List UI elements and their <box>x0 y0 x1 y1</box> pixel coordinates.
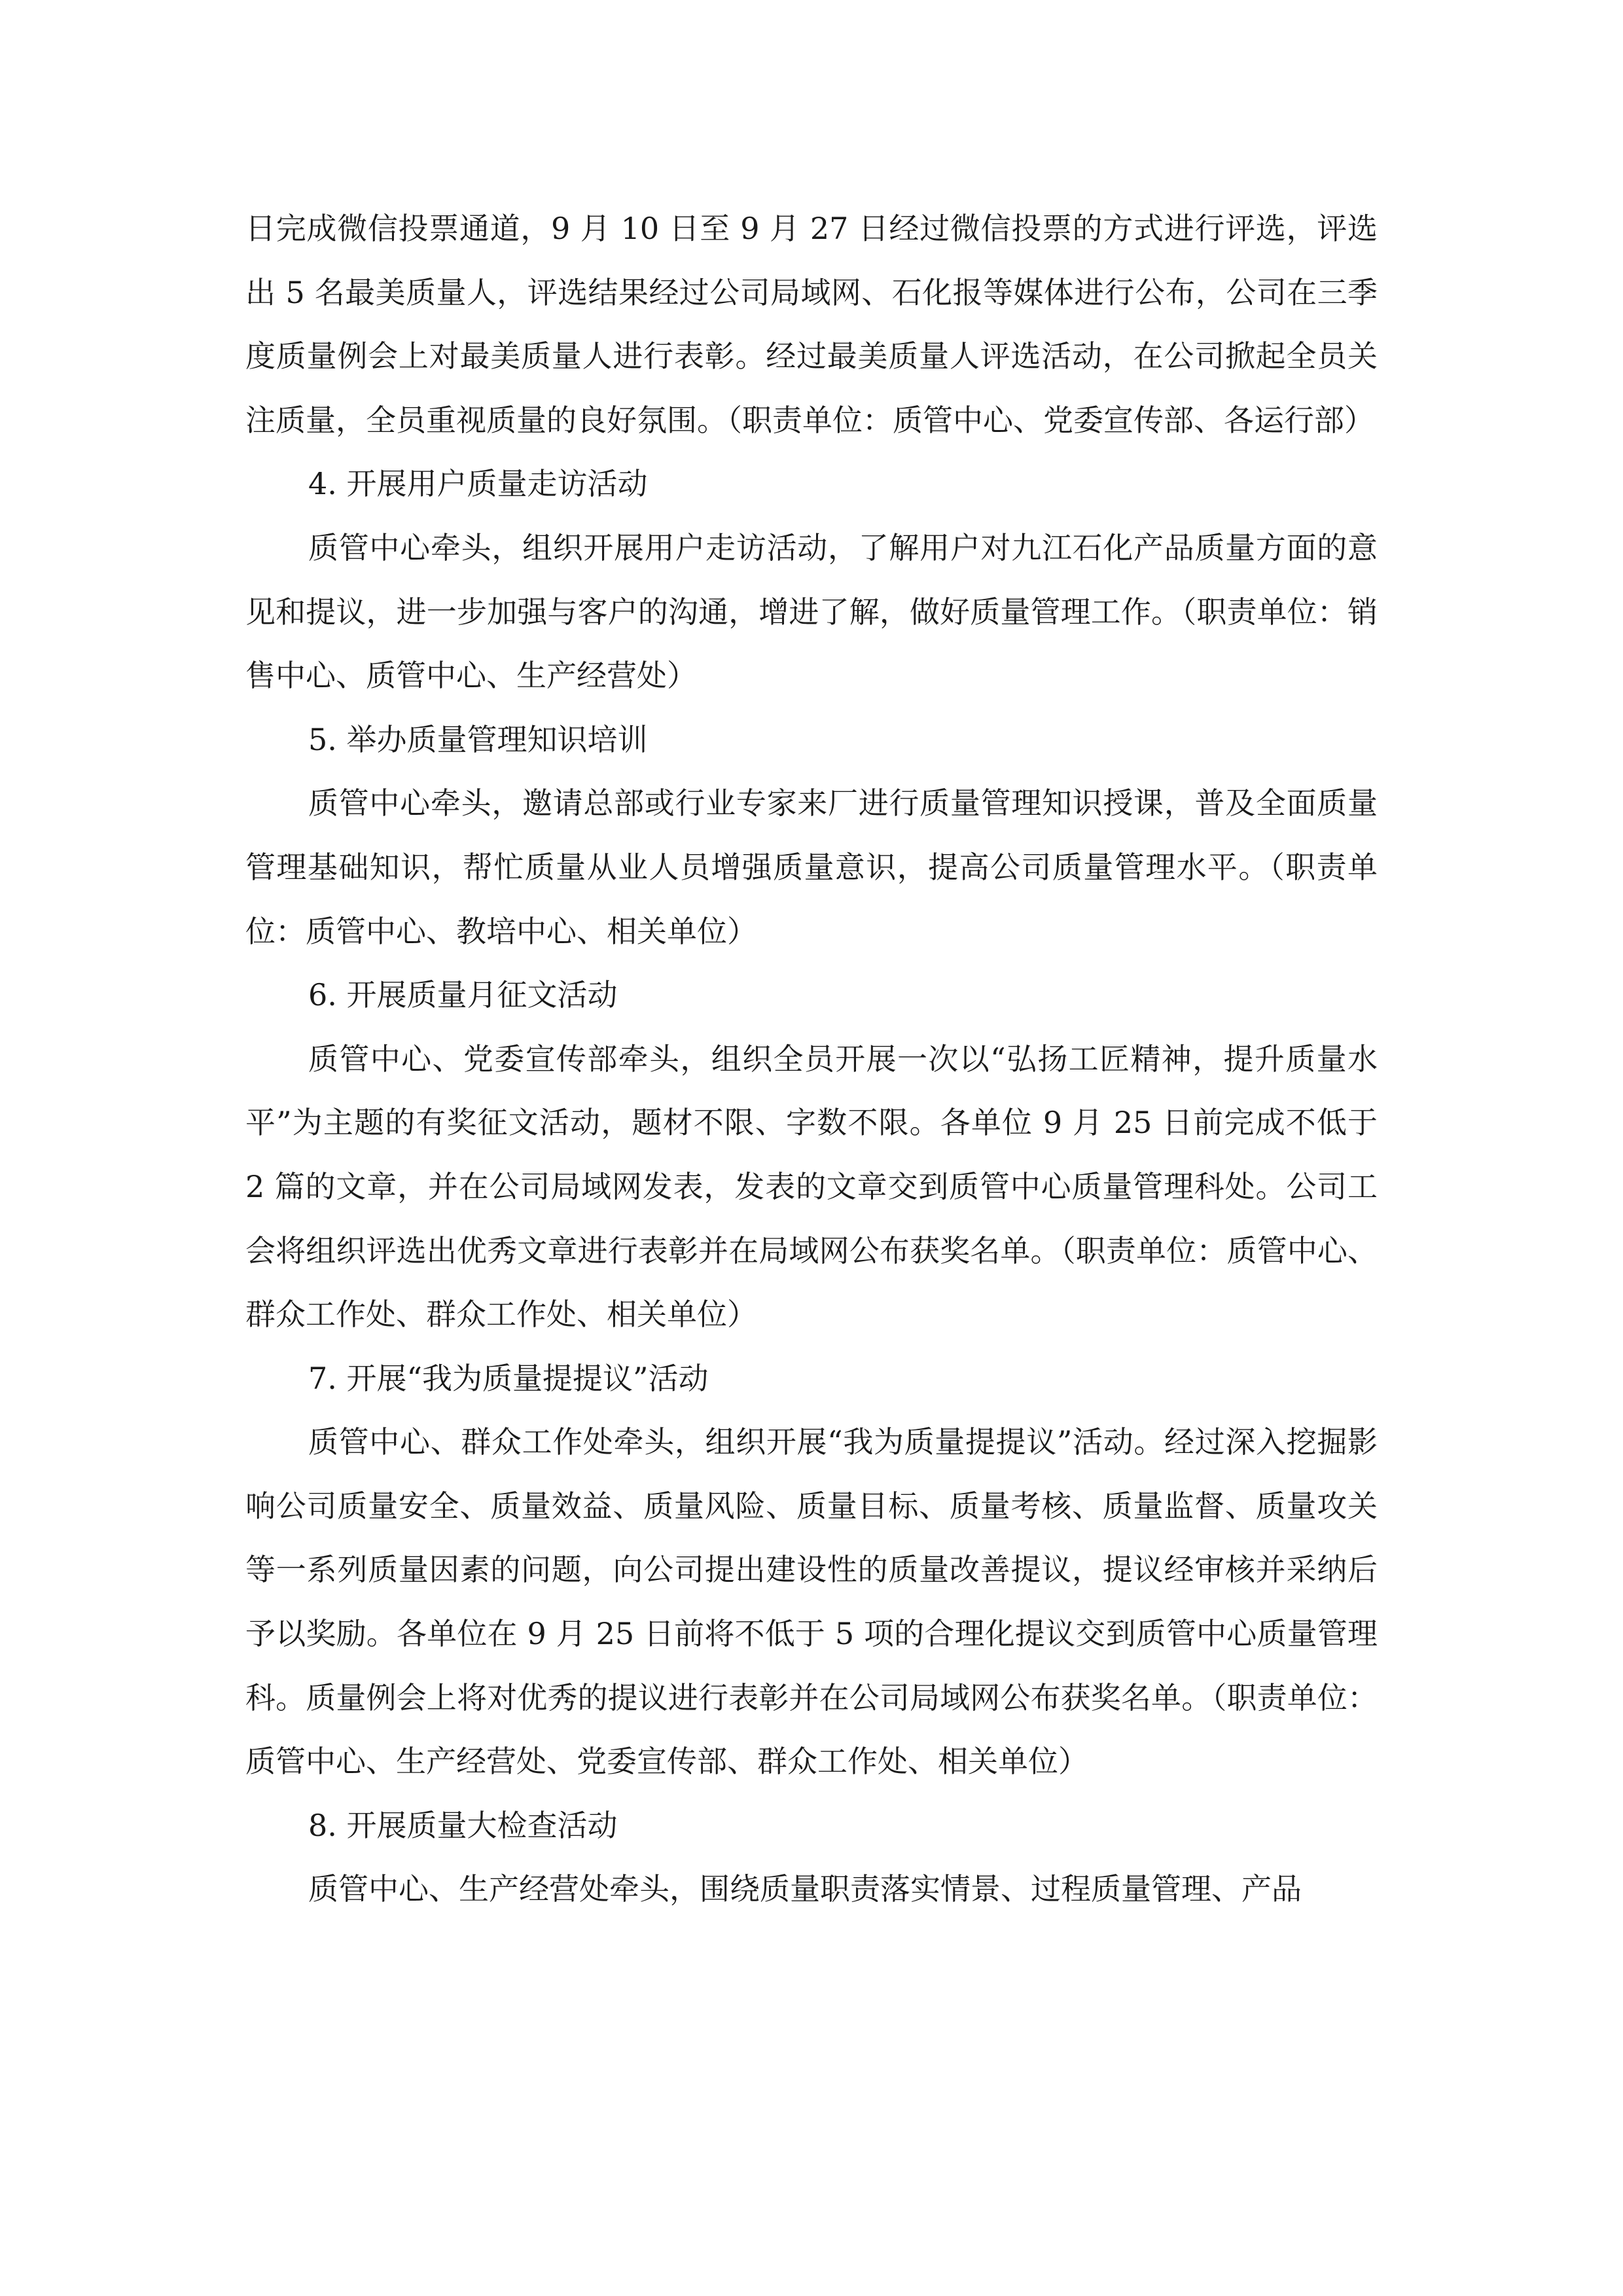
document-body <box>245 197 1378 1922</box>
heading-suggestion-activity: 7. 开展“我为质量提提议”活动 <box>308 1360 709 1396</box>
heading-knowledge-training: 5. 举办质量管理知识培训 <box>308 721 648 757</box>
paragraph-quality-inspection: 质管中心、生产经营处牵头，围绕质量职责落实情景、过程质量管理、产品 <box>308 1871 1302 1907</box>
paragraph-vote-results: 日完成微信投票通道，9 月 10 日至 9 月 27 日经过微信投票的方式进行评选，评选出 5 名最美质量人，评选结果经过公司局域网、石化报等媒体进行公布，公司在三季度质量例会上对最美质量人进行表彰。经过最美质量人评选活动，在公司掀起全员关注质量，全员重视质量的良好氛围。（职责单位：质管中心、党委宣传部、各运行部） <box>245 211 1378 438</box>
paragraph-essay-contest: 质管中心、党委宣传部牵头，组织全员开展一次以“弘扬工匠精神，提升质量水平”为主题的有奖征文活动，题材不限、字数不限。各单位 9 月 25 日前完成不低于 2 篇的文章，并在公司局域网发表，发表的文章交到质管中心质量管理科处。公司工会将组织评选出优秀文章进行表彰并在局域网公布获奖名单。（职责单位：质管中心、群众工作处、群众工作处、相关单位） <box>245 1041 1378 1333</box>
paragraph-knowledge-training: 质管中心牵头，邀请总部或行业专家来厂进行质量管理知识授课，普及全面质量管理基础知识，帮忙质量从业人员增强质量意识，提高公司质量管理水平。（职责单位：质管中心、教培中心、相关单位） <box>245 785 1378 949</box>
heading-essay-contest: 6. 开展质量月征文活动 <box>308 977 618 1013</box>
heading-quality-inspection: 8. 开展质量大检查活动 <box>308 1807 618 1843</box>
paragraph-customer-visit: 质管中心牵头，组织开展用户走访活动，了解用户对九江石化产品质量方面的意见和提议，进一步加强与客户的沟通，增进了解，做好质量管理工作。（职责单位：销售中心、质管中心、生产经营处） <box>245 529 1378 694</box>
paragraph-suggestion-activity: 质管中心、群众工作处牵头，组织开展“我为质量提提议”活动。经过深入挖掘影响公司质量安全、质量效益、质量风险、质量目标、质量考核、质量监督、质量攻关等一系列质量因素的问题，向公司提出建设性的质量改善提议，提议经审核并采纳后予以奖励。各单位在 9 月 25 日前将不低于 5 项的合理化提议交到质管中心质量管理科。质量例会上将对优秀的提议进行表彰并在公司局域网公布获奖名单。（职责单位：质管中心、生产经营处、党委宣传部、群众工作处、相关单位） <box>245 1424 1378 1780</box>
heading-customer-visit: 4. 开展用户质量走访活动 <box>308 466 648 502</box>
